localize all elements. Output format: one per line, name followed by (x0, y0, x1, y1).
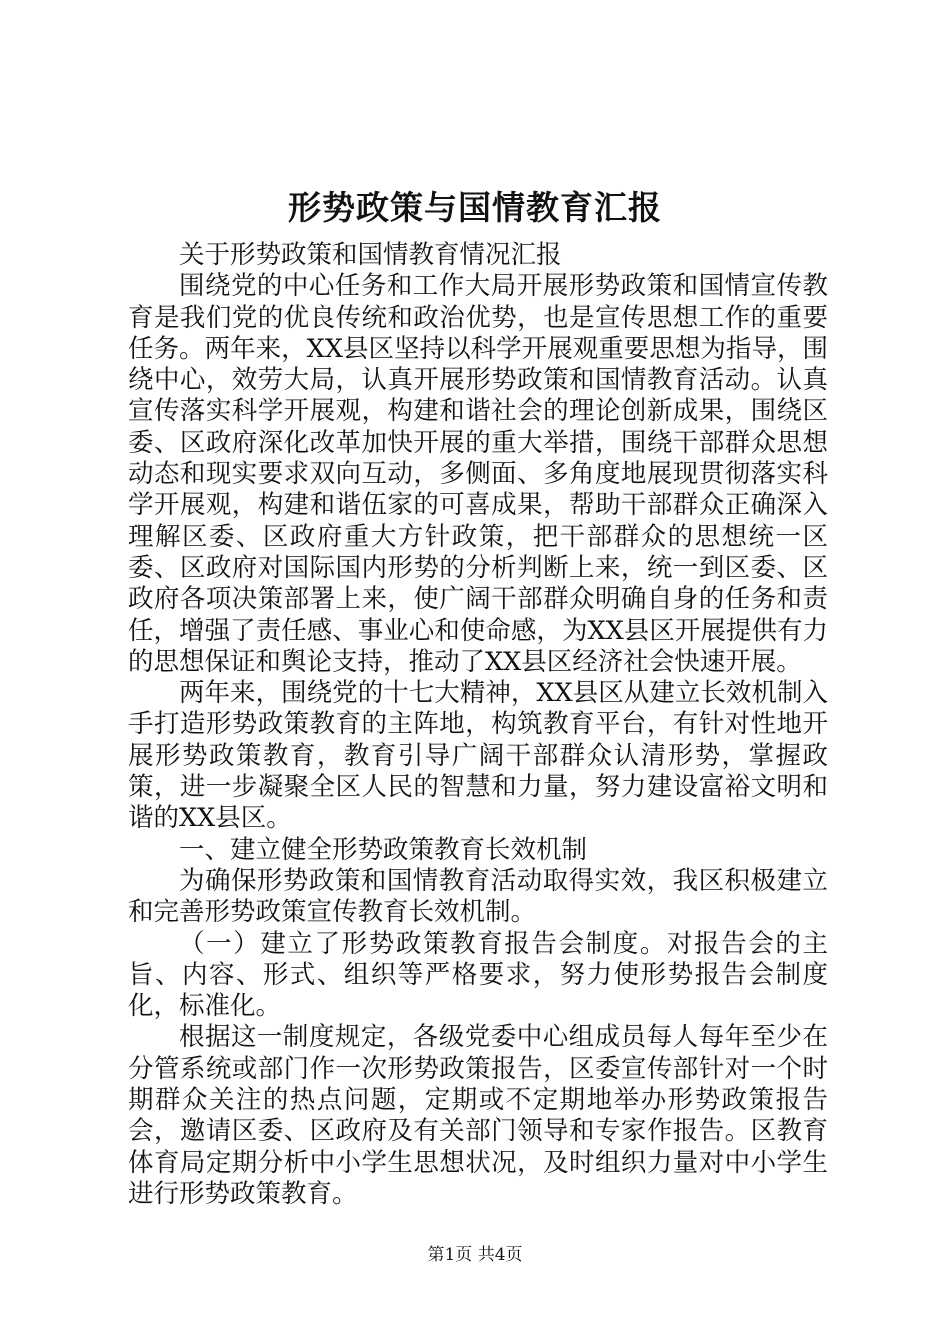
body-paragraph: 为确保形势政策和国情教育活动取得实效，我区积极建立和完善形势政策宣传教育长效机制。 (128, 865, 828, 928)
subsection-paragraph: （一）建立了形势政策教育报告会制度。对报告会的主旨、内容、形式、组织等严格要求，努力使形势报告会制度化，标准化。 (128, 928, 828, 1022)
section-heading: 一、建立健全形势政策教育长效机制 (179, 834, 588, 865)
body-paragraph: 两年来，围绕党的十七大精神，XX县区从建立长效机制入手打造形势政策教育的主阵地，构筑教育平台，有针对性地开展形势政策教育，教育引导广阔干部群众认清形势，掌握政策，进一步凝聚全区人民的智慧和力量，努力建设富裕文明和谐的XX县区。 (128, 678, 828, 834)
page-footer (0, 1244, 950, 1266)
report-subtitle: 关于形势政策和国情教育情况汇报 (179, 240, 562, 270)
body-paragraph: 围绕党的中心任务和工作大局开展形势政策和国情宣传教育是我们党的优良传统和政治优势，也是宣传思想工作的重要任务。两年来，XX县区坚持以科学开展观重要思想为指导，围绕中心，效劳大局，认真开展形势政策和国情教育活动。认真宣传落实科学开展观，构建和谐社会的理论创新成果，围绕区委、区政府深化改革加快开展的重大举措，围绕干部群众思想动态和现实要求双向互动，多侧面、多角度地展现贯彻落实科学开展观，构建和谐伍家的可喜成果，帮助干部群众正确深入理解区委、区政府重大方针政策，把干部群众的思想统一区委、区政府对国际国内形势的分析判断上来，统一到区委、区政府各项决策部署上来，使广阔干部群众明确自身的任务和责任，增强了责任感、事业心和使命感，为XX县区开展提供有力的思想保证和舆论支持，推动了XX县区经济社会快速开展。 (128, 271, 828, 677)
document-body (128, 240, 828, 1210)
page-number: 第1页 (427, 1245, 473, 1265)
document-title: 形势政策与国情教育汇报 (288, 188, 662, 227)
body-paragraph: 根据这一制度规定，各级党委中心组成员每人每年至少在分管系统或部门作一次形势政策报告，区委宣传部针对一个时期群众关注的热点问题，定期或不定期地举办形势政策报告会，邀请区委、区政府及有关部门领导和专家作报告。区教育体育局定期分析中小学生思想状况，及时组织力量对中小学生进行形势政策教育。 (128, 1022, 828, 1209)
page-total: 共4页 (477, 1245, 523, 1265)
